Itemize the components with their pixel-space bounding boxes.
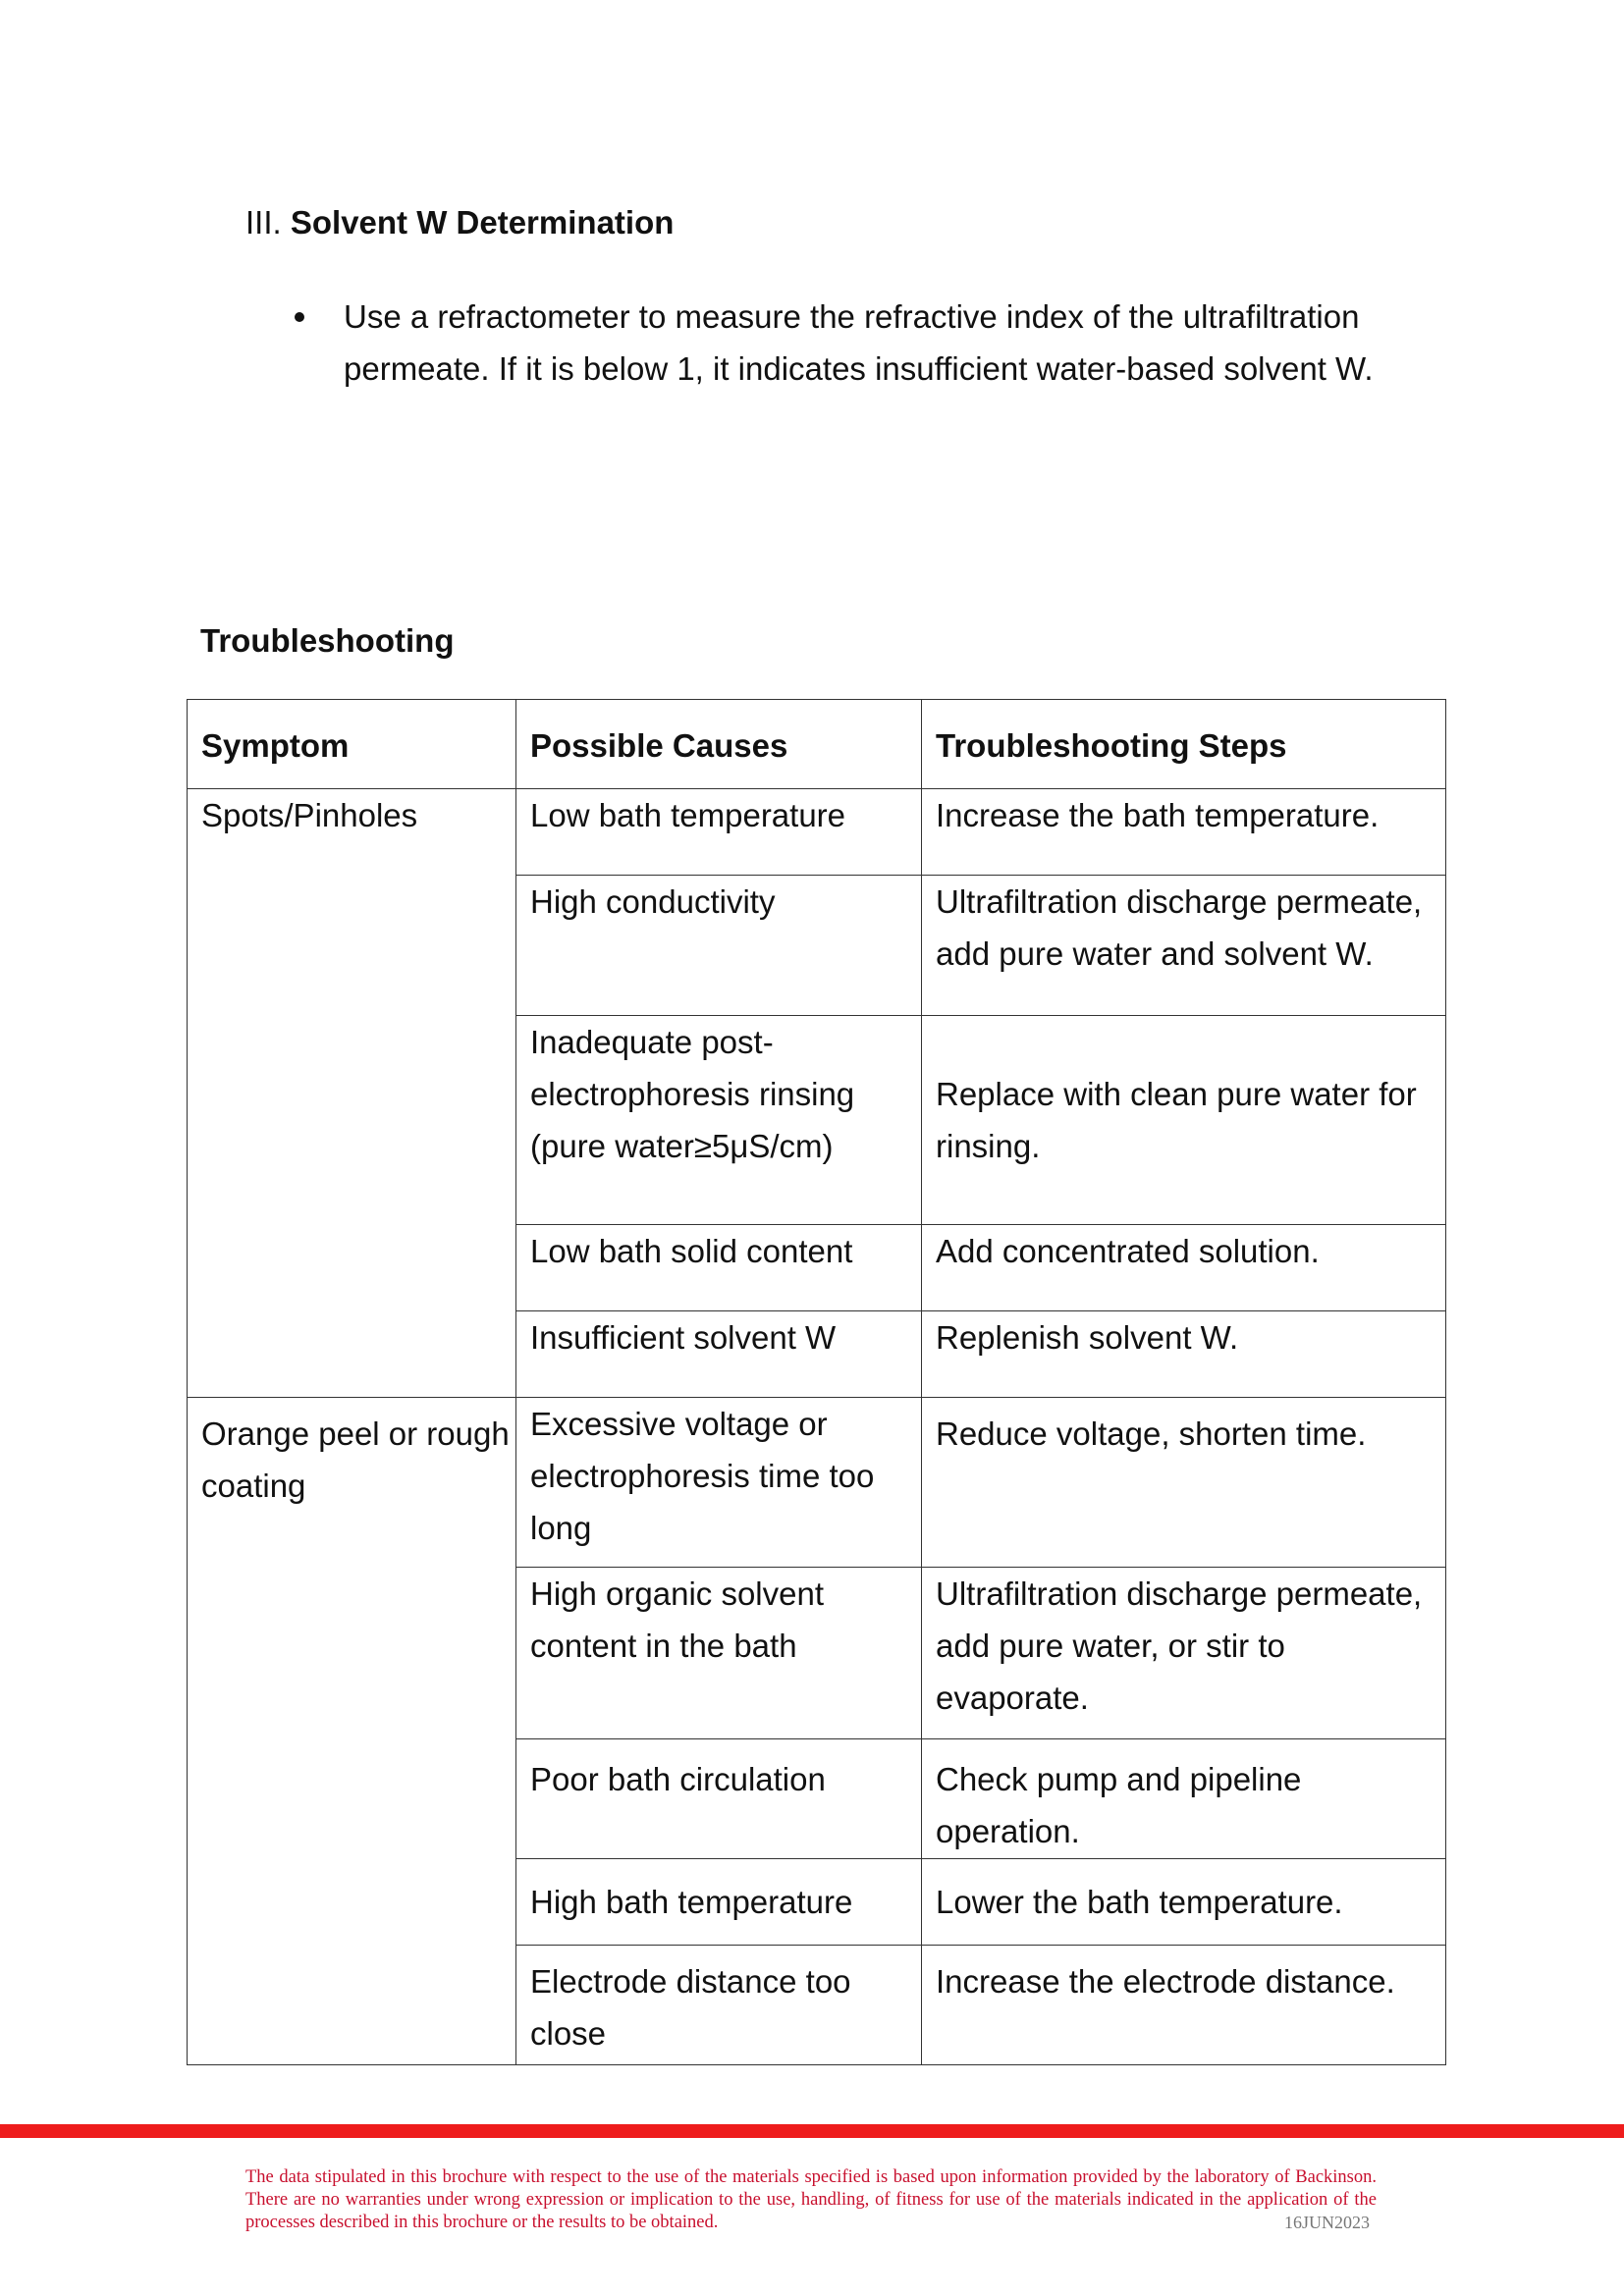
column-header-causes: Possible Causes (516, 700, 922, 789)
section-heading (245, 202, 674, 243)
table-header-row (188, 700, 1446, 789)
column-header-steps: Troubleshooting Steps (922, 700, 1446, 789)
symptom-text: Orange peel or rough coating (201, 1415, 510, 1504)
step-cell: Reduce voltage, shorten time. (922, 1398, 1446, 1568)
step-cell: Replenish solvent W. (922, 1311, 1446, 1398)
step-cell: Increase the bath temperature. (922, 789, 1446, 876)
cause-cell: Low bath temperature (516, 789, 922, 876)
step-cell: Ultrafiltration discharge permeate, add pure water and solvent W. (922, 876, 1446, 1016)
step-cell: Lower the bath temperature. (922, 1859, 1446, 1946)
cause-cell: High organic solvent content in the bath (516, 1568, 922, 1739)
cause-cell: Insufficient solvent W (516, 1311, 922, 1398)
cause-cell: Low bath solid content (516, 1225, 922, 1311)
step-cell: Check pump and pipeline operation. (922, 1739, 1446, 1859)
step-cell: Ultrafiltration discharge permeate, add pure water, or stir to evaporate. (922, 1568, 1446, 1739)
cause-cell: High conductivity (516, 876, 922, 1016)
section-title: Solvent W Determination (290, 204, 675, 240)
footer-accent-bar (0, 2124, 1624, 2138)
cause-cell: Excessive voltage or electrophoresis time too long (516, 1398, 922, 1568)
cause-cell: Electrode distance too close (516, 1946, 922, 2065)
table-row (188, 789, 1446, 876)
cause-cell: Inadequate post-electrophoresis rinsing (pure water≥5μS/cm) (516, 1016, 922, 1225)
footer-date: 16JUN2023 (1283, 2213, 1370, 2232)
symptom-cell (188, 789, 516, 1398)
symptom-text: Spots/Pinholes (201, 797, 418, 833)
section-numeral: III. (245, 204, 282, 240)
bullet-dot-icon (295, 312, 304, 322)
step-cell: Replace with clean pure water for rinsing. (922, 1016, 1446, 1225)
table-row (188, 1398, 1446, 1568)
symptom-cell (188, 1398, 516, 2065)
cause-cell: High bath temperature (516, 1859, 922, 1946)
step-cell: Add concentrated solution. (922, 1225, 1446, 1311)
troubleshooting-table (187, 699, 1446, 2065)
troubleshooting-heading: Troubleshooting (200, 622, 455, 659)
step-cell: Increase the electrode distance. (922, 1946, 1446, 2065)
footer-disclaimer: The data stipulated in this brochure with respect to the use of the materials specified is based upon information provided by the laboratory of Backinson. There are no warranties under wrong expression or implication to the use, handling, of fitness for use of the materials indicated in the application of the processes described in this brochure or the results to be obtained. (245, 2167, 1377, 2232)
cause-cell: Poor bath circulation (516, 1739, 922, 1859)
column-header-symptom: Symptom (188, 700, 516, 789)
bullet-text: Use a refractometer to measure the refractive index of the ultrafiltration permeate. If it is below 1, it indicates insufficient water-based solvent W. (344, 298, 1374, 387)
